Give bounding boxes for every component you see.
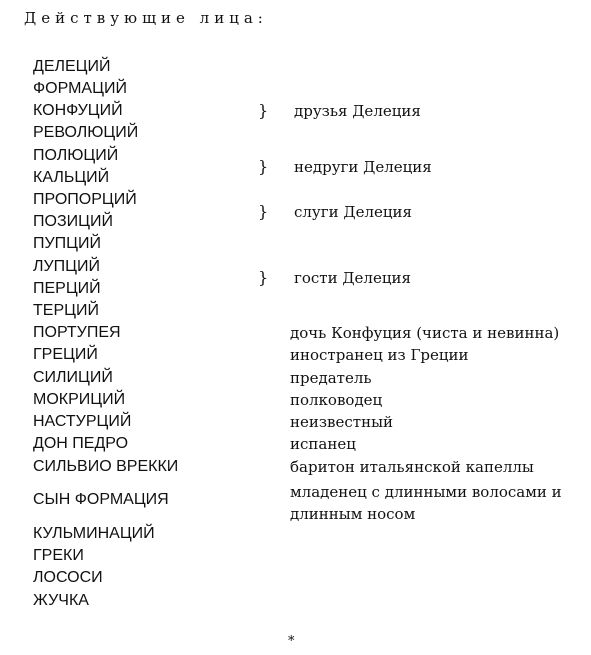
group-label: друзья Делеция <box>294 102 421 120</box>
group-label: гости Делеция <box>294 269 411 287</box>
role-description: неизвестный <box>290 413 394 431</box>
cast-name: ЖУЧКА <box>33 592 89 609</box>
role-description: дочь Конфуция (чиста и невинна) <box>290 324 560 342</box>
section-separator: * <box>288 634 295 649</box>
cast-name: КУЛЬМИНАЦИЙ <box>33 525 155 542</box>
cast-name: ПОЛЮЦИЙ <box>33 147 119 164</box>
group-label: недруги Делеция <box>294 158 432 176</box>
cast-name: СИЛЬВИО ВРЕККИ <box>33 458 179 475</box>
cast-name: ГРЕЦИЙ <box>33 346 98 363</box>
group-label: слуги Делеция <box>294 203 412 221</box>
cast-name: ГРЕКИ <box>33 547 84 564</box>
cast-name: НАСТУРЦИЙ <box>33 413 132 430</box>
cast-name: ПОРТУПЕЯ <box>33 324 121 341</box>
role-description: предатель <box>290 369 372 387</box>
cast-name: ДЕЛЕЦИЙ <box>33 58 111 75</box>
role-description: испанец <box>290 435 356 453</box>
role-description: полководец <box>290 391 383 409</box>
cast-name: ФОРМАЦИЙ <box>33 80 127 97</box>
cast-name: ПРОПОРЦИЙ <box>33 191 137 208</box>
cast-name: ЛУПЦИЙ <box>33 258 100 275</box>
cast-name: КОНФУЦИЙ <box>33 102 123 119</box>
cast-name: ПЕРЦИЙ <box>33 280 101 297</box>
cast-name: СЫН ФОРМАЦИЯ <box>33 491 169 508</box>
role-description: иностранец из Греции <box>290 346 469 364</box>
cast-name: ТЕРЦИЙ <box>33 302 99 319</box>
group-brace: } <box>258 268 269 287</box>
cast-name: ПОЗИЦИЙ <box>33 213 113 230</box>
cast-name: ПУПЦИЙ <box>33 235 101 252</box>
role-description: баритон итальянской капеллы <box>290 458 534 476</box>
cast-name: ДОН ПЕДРО <box>33 435 129 452</box>
group-brace: } <box>258 101 269 120</box>
group-brace: } <box>258 157 269 176</box>
cast-name: МОКРИЦИЙ <box>33 391 126 408</box>
role-description: младенец с длинными волосами и длинным носом <box>290 483 562 523</box>
cast-name: СИЛИЦИЙ <box>33 369 113 386</box>
page-title: Действующие лица: <box>24 9 268 27</box>
cast-name: ЛОСОСИ <box>33 569 103 586</box>
cast-name: РЕВОЛЮЦИЙ <box>33 124 139 141</box>
group-brace: } <box>258 202 269 221</box>
cast-name: КАЛЬЦИЙ <box>33 169 110 186</box>
